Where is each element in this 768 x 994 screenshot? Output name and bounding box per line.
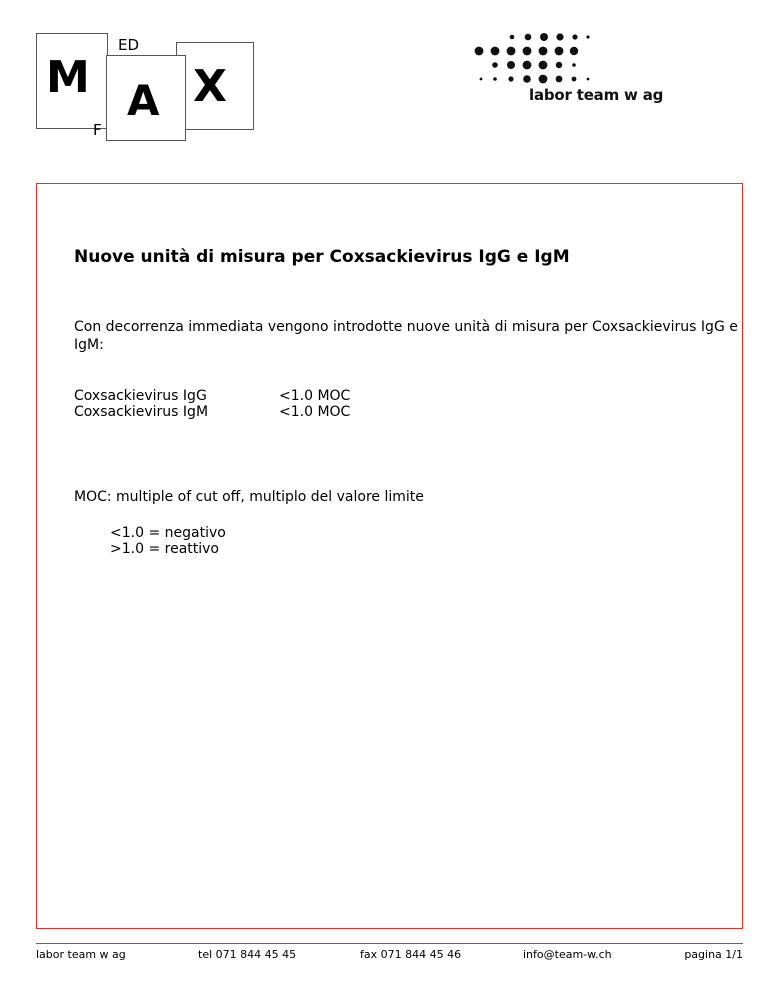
moc-definition: MOC: multiple of cut off, multiplo del valore limite (74, 489, 424, 505)
value-amount: <1.0 MOC (279, 404, 351, 420)
interpretation-item: >1.0 = reattivo (110, 541, 219, 557)
value-amount: <1.0 MOC (279, 388, 351, 404)
interpretation-item: <1.0 = negativo (110, 525, 226, 541)
dot-pattern-icon (470, 28, 600, 86)
value-name: Coxsackievirus IgG (74, 388, 207, 404)
footer-divider (36, 943, 743, 944)
logo-tile-x (176, 42, 254, 130)
logo-letter-m: M (46, 52, 90, 103)
intro-line-2: IgM: (74, 337, 104, 353)
logo-letter-x: X (193, 61, 227, 112)
intro-line-1: Con decorrenza immediata vengono introdotte nuove unità di misura per Coxsackievirus IgG e (74, 319, 738, 335)
logo-letter-f: F (93, 121, 102, 139)
footer-fax: fax 071 844 45 46 (360, 948, 462, 961)
page-title: Nuove unità di misura per Coxsackievirus IgG e IgM (74, 247, 570, 267)
logo-tile-m (36, 33, 108, 129)
logo-tile-a (106, 55, 186, 141)
logo-letters-ed: ED (118, 36, 140, 54)
brand-name: labor team w ag (529, 86, 664, 104)
footer-page-number: pagina 1/1 (684, 948, 743, 961)
logo-letter-a: A (127, 76, 160, 125)
footer-email[interactable]: info@team-w.ch (523, 948, 612, 961)
footer-company: labor team w ag (36, 948, 126, 961)
value-name: Coxsackievirus IgM (74, 404, 209, 420)
footer-tel: tel 071 844 45 45 (198, 948, 297, 961)
